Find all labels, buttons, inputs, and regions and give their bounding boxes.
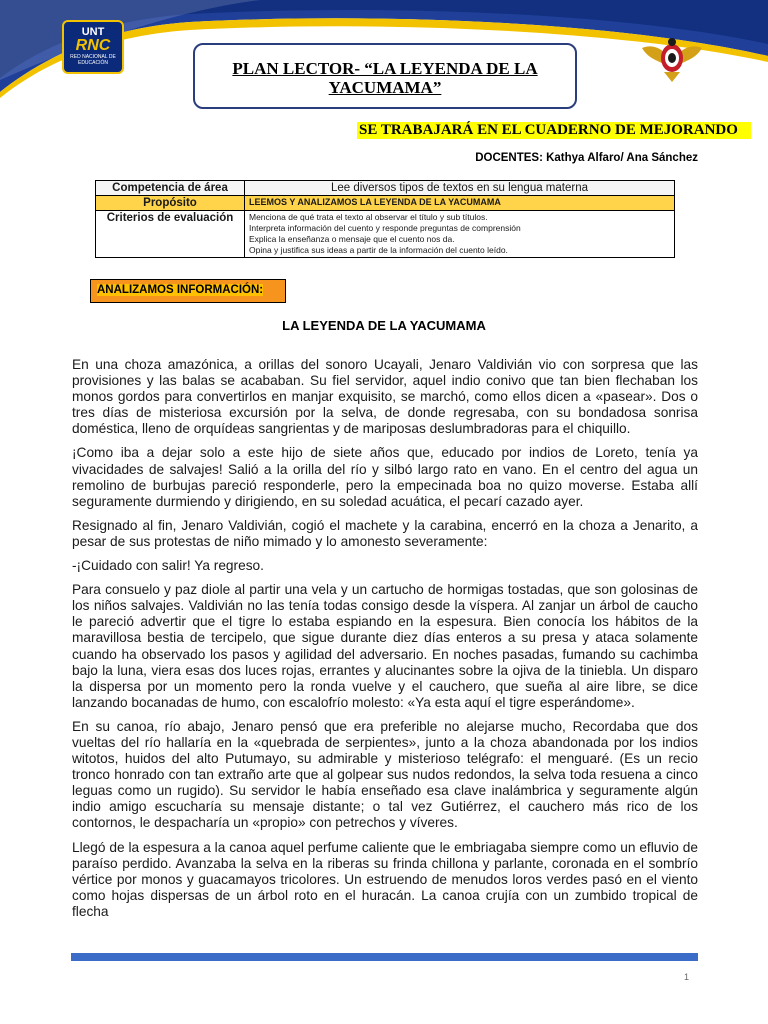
purpose-row — [96, 196, 675, 211]
story-paragraph: Para consuelo y paz diole al partir una vela y un cartucho de hormigas tostadas, que son golosinas de los niños salvajes. Valdivián no las tenía todas consigo desde la víspera. Al zanjar un árbol de caucho le pareció advertir que el tigre lo estaba espiando en la espesura. Bien conocía los hábitos de la maravillosa bestia de tercipelo, que sigue durante diez días enteros a su presa y ataca solamente cuando ha observado los pasos y agilidad del adversario. En noches pasadas, fumando su cachimba bajo la luna, viera esas dos luces rojas, errantes y alucinantes sobre la ojiva de la tiniebla. Un disparo la dispersa por un momento pero la ronda vuelve y el cauchero, que sueña al aire libre, se dice lanzando bocanadas de humo, con escalofrío molesto: «Ya esta aquí el tigre esperándome». — [72, 582, 698, 710]
story-paragraph: -¡Cuidado con salir! Ya regreso. — [72, 558, 264, 574]
criteria-key: Criterios de evaluación — [96, 211, 245, 258]
logo-sub-text: RED NACIONAL DE EDUCACIÓN — [70, 54, 116, 66]
story-paragraph: En una choza amazónica, a orillas del sonoro Ucayali, Jenaro Valdivián vio con sorpresa que las provisiones y las balas se acababan. Su fiel servidor, aquel indio conivo que tan bien flechaban los monos gordos para convertirlos en manjar exquisito, se marchó, como ellos dicen a «pasear». Dos o tres días de misteriosa excursión por la selva, de donde regresaba, con su bondadosa sonrisa doméstica, lleno de orquídeas sangrientas y de mariposas deslumbradoras para el chiquillo. — [72, 357, 698, 437]
title-box — [193, 43, 577, 109]
criteria-item: Explica la enseñanza o mensaje que el cuento nos da. — [249, 234, 455, 244]
competency-row — [96, 181, 675, 196]
competency-key: Competencia de área — [96, 181, 245, 196]
docentes-line: DOCENTES: Kathya Alfaro/ Ana Sánchez — [475, 152, 698, 164]
story-paragraph: ¡Como iba a dejar solo a este hijo de siete años que, educado por indios de Loreto, tenía ya vivacidades de salvajes! Salió a la orilla del río y silbó largo rato en vano. En el centro del agua un remolino de burbujas pareció responderle, pero la empecinada boa no quizo moverse. Estaba allí seguramente durmiendo y dirigiendo, en su soledad acuática, el pecarí cazado ayer. — [72, 445, 698, 509]
story-body — [72, 357, 698, 928]
page-number: 1 — [684, 972, 690, 982]
purpose-value: LEEMOS Y ANALIZAMOS LA LEYENDA DE LA YACUMAMA — [245, 196, 675, 211]
criteria-item: Menciona de qué trata el texto al observar el título y sub títulos. — [249, 212, 488, 222]
unt-rnc-logo — [62, 20, 124, 74]
university-crest-icon — [640, 34, 704, 84]
criteria-row — [96, 211, 675, 258]
title-line-1: PLAN LECTOR- “LA LEYENDA DE LA — [232, 59, 538, 78]
story-title: LA LEYENDA DE LA YACUMAMA — [282, 318, 486, 333]
purpose-key: Propósito — [96, 196, 245, 211]
story-paragraph: Llegó de la espesura a la canoa aquel perfume caliente que le embriagaba siempre como un efluvio de paraíso perdido. Avanzaba la selva en la riberas su frinda chillona y parlante, coronada en el sombrío vértice por monos y guacamayos tricolores. Un estruendo de menudos loros verdes pasó en el viento como hojas dispersas de un árbol roto en el huracán. La canoa crujía con un zumbido tropical de flecha — [72, 839, 698, 919]
logo-top-text: UNT — [81, 26, 105, 38]
footer-divider — [71, 953, 698, 961]
logo-main-text: RNC — [75, 37, 111, 54]
criteria-item: Opina y justifica sus ideas a partir de la información del cuento leído. — [249, 245, 508, 255]
competency-value: Lee diversos tipos de textos en su lengua materna — [245, 181, 675, 196]
criteria-item: Interpreta información del cuento y responde preguntas de comprensión — [249, 223, 521, 233]
analizamos-box — [90, 279, 286, 303]
title-line-2: YACUMAMA” — [328, 78, 442, 97]
cuaderno-note: SE TRABAJARÁ EN EL CUADERNO DE MEJORANDO — [357, 122, 751, 139]
competency-table — [95, 180, 675, 258]
story-paragraph: Resignado al fin, Jenaro Valdivián, cogió el machete y la carabina, encerró en la choza a Jenarito, a pesar de sus protestas de niño mimado y lo amonesto severamente: — [72, 517, 698, 549]
criteria-list — [245, 211, 675, 258]
analizamos-label: ANALIZAMOS INFORMACIÓN: — [97, 284, 264, 296]
document-title — [215, 59, 555, 97]
story-paragraph: En su canoa, río abajo, Jenaro pensó que era preferible no alejarse mucho, Recordaba que dos vueltas del río hallaría en la «quebrada de serpientes», junto a la choza abandonada por los indios witotos, huidos del alto Putumayo, su admirable y misterioso telégrafo: el menguaré. (Es un recio tronco honrado con tan extraño arte que al golpear sus nudos redondos, la selva toda resuena a cinco leguas como un rugido). Su servidor le había enseñado esa clave inalámbrica y seguramente algún indio amigo escucharía su mensaje distante; o tal vez Gutiérrez, el cauchero más rico de los contornos, le despacharía un «propio» con petrechos y víveres. — [72, 718, 698, 831]
